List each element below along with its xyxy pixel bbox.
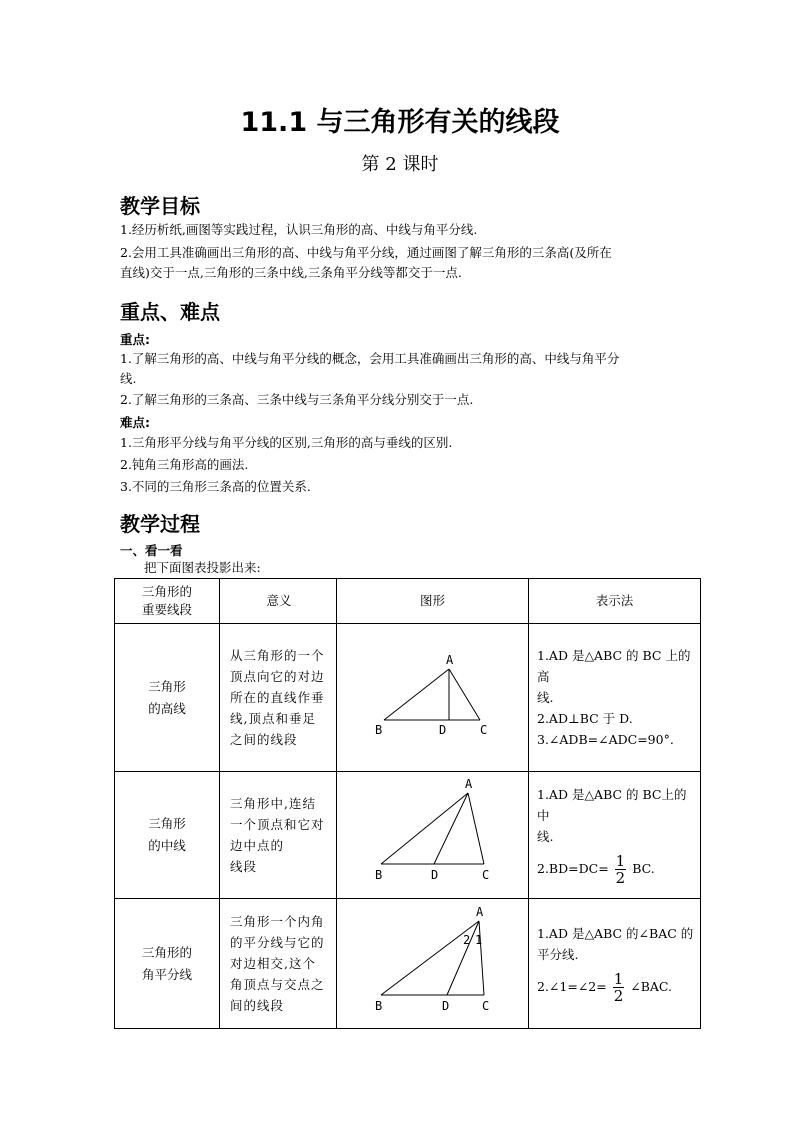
step-label: 一、看一看	[120, 543, 183, 558]
key-points-heading: 重点、难点	[120, 300, 220, 324]
segment-meaning: 三角形中,连结 一个顶点和它对 边中点的 线段	[220, 772, 337, 899]
header-figure: 图形	[337, 579, 529, 624]
process-heading: 教学过程	[120, 512, 200, 536]
vertex-b-label: B	[374, 999, 382, 1013]
difficult-line: 3.不同的三角形三条高的位置关系.	[120, 479, 311, 494]
header-segment: 三角形的 重要线段	[115, 579, 220, 624]
page-title: 11.1 与三角形有关的线段	[240, 107, 560, 138]
table-header-row	[115, 579, 701, 624]
table-row	[115, 624, 701, 772]
segment-meaning: 三角形一个内角 的平分线与它的 对边相交,这个 角顶点与交点之 间的线段	[220, 899, 337, 1029]
altitude-diagram	[338, 624, 528, 768]
side-ac	[468, 793, 484, 864]
table-row	[115, 899, 701, 1029]
segment-notation: 1.AD 是△ABC 的∠BAC 的 平分线. 2.∠1=∠2= $\frac{1}{2}$ ∠BAC.	[529, 899, 701, 1029]
difficult-label: 难点:	[120, 415, 150, 430]
segment-figure	[337, 772, 529, 899]
median-ad	[434, 793, 468, 864]
header-meaning: 意义	[220, 579, 337, 624]
vertex-c-label: C	[481, 999, 489, 1013]
segment-notation: 1.AD 是△ABC 的 BC上的中 线. 2.BD=DC= $\frac{1}{2}$ BC.	[529, 772, 701, 899]
point-d-label: D	[430, 868, 438, 882]
lesson-subtitle: 第 2 课时	[361, 154, 439, 175]
fraction-half: $\frac{1}{2}$	[615, 852, 626, 887]
segment-name: 三角形的 角平分线	[115, 899, 220, 1029]
side-ac	[449, 669, 480, 720]
fraction-half: $\frac{1}{2}$	[613, 970, 624, 1005]
point-d-label: D	[438, 723, 446, 737]
key-line: 1.了解三角形的高、中线与角平分线的概念，会用工具准确画出三角形的高、中线与角平分	[120, 351, 620, 366]
vertex-b-label: B	[374, 868, 382, 882]
objective-line: 直线)交于一点,三角形的三条中线,三条角平分线等都交于一点.	[120, 265, 462, 280]
angle-1-label: 1	[474, 933, 482, 947]
segment-notation: 1.AD 是△ABC 的 BC 上的高 线. 2.AD⊥BC 于 D. 3.∠ADB=∠ADC=90°.	[529, 624, 701, 772]
median-diagram	[338, 772, 528, 895]
vertex-a-label: A	[445, 653, 453, 667]
table-row	[115, 772, 701, 899]
side-ab	[381, 793, 468, 864]
intro-text: 把下面图表投影出来:	[144, 560, 261, 575]
key-line: 线.	[120, 371, 137, 386]
key-line: 2.了解三角形的三条高、三条中线与三条角平分线分别交于一点.	[120, 392, 474, 407]
vertex-c-label: C	[481, 868, 489, 882]
line-segments-table	[114, 578, 701, 1029]
vertex-b-label: B	[374, 723, 382, 737]
vertex-a-label: A	[464, 777, 472, 791]
objective-line: 1.经历析纸,画图等实践过程，认识三角形的高、中线与角平分线.	[120, 222, 478, 237]
angle-bisector-diagram	[338, 899, 528, 1025]
vertex-a-label: A	[475, 905, 483, 919]
objective-line: 2.会用工具准确画出三角形的高、中线与角平分线，通过画图了解三角形的三条高(及所在	[120, 245, 612, 260]
angle-2-label: 2	[462, 933, 470, 947]
objectives-heading: 教学目标	[120, 194, 200, 218]
segment-name: 三角形 的中线	[115, 772, 220, 899]
segment-figure	[337, 624, 529, 772]
key-label: 重点:	[120, 332, 150, 347]
vertex-c-label: C	[479, 723, 487, 737]
point-d-label: D	[441, 999, 449, 1013]
segment-figure	[337, 899, 529, 1029]
difficult-line: 2.钝角三角形高的画法.	[120, 457, 249, 472]
difficult-line: 1.三角形平分线与角平分线的区别,三角形的高与垂线的区别.	[120, 435, 453, 450]
header-notation: 表示法	[529, 579, 701, 624]
segment-name: 三角形 的高线	[115, 624, 220, 772]
side-ab	[384, 669, 449, 720]
segment-meaning: 从三角形的一个 顶点向它的对边 所在的直线作垂 线,顶点和垂足 之间的线段	[220, 624, 337, 772]
